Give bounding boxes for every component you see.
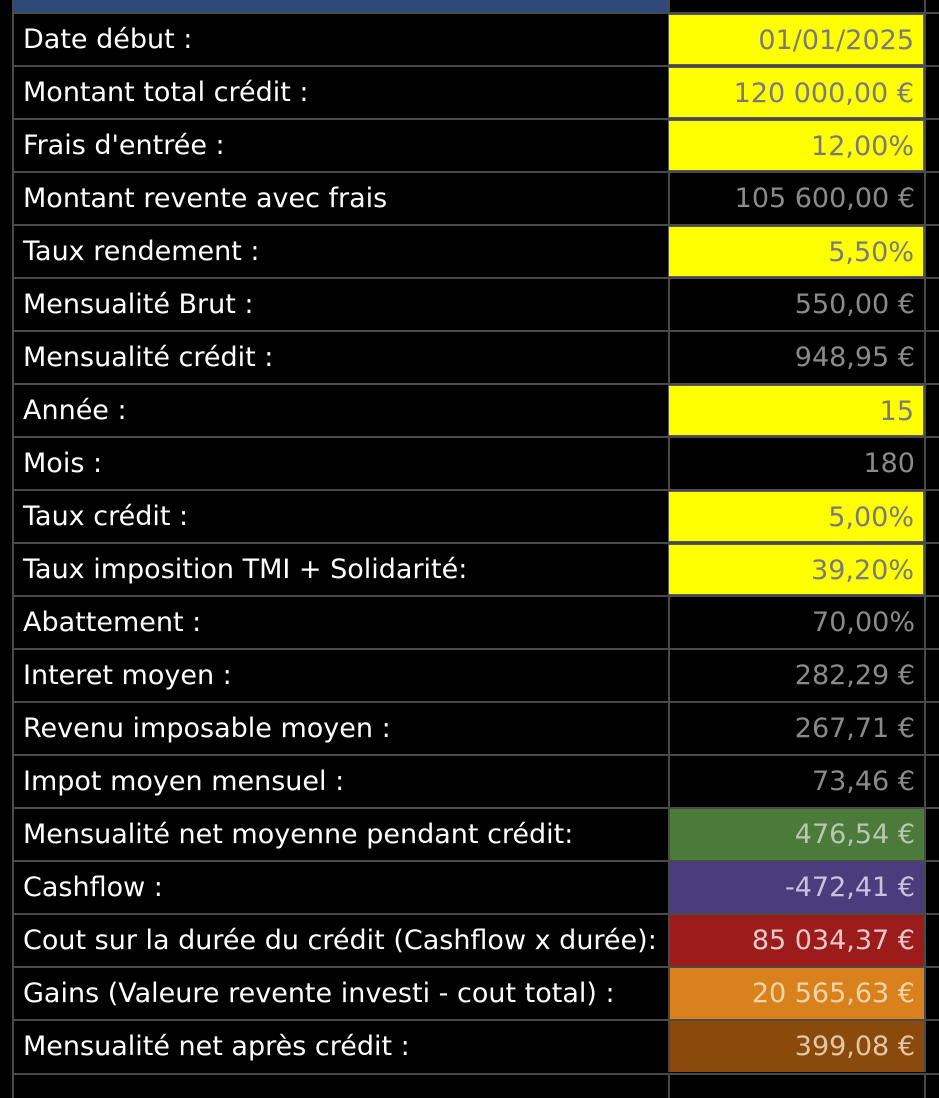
value-cell[interactable]: 85 034,37 € [668,915,924,966]
label-cell[interactable]: Interet moyen : [23,660,232,691]
table-row [14,383,939,436]
label-cell[interactable]: Année : [23,395,127,426]
table-row [14,913,939,966]
label-cell[interactable]: Cout sur la durée du crédit (Cashflow x durée): [23,925,657,956]
table-row [14,12,939,65]
selected-column-header [14,0,668,12]
edge-cell[interactable] [924,279,939,330]
label-cell[interactable]: Cashflow : [23,872,163,903]
value-cell[interactable]: 5,00% [668,491,924,542]
table-row [14,807,939,860]
label-cell[interactable]: Mensualité net après crédit : [23,1031,410,1062]
label-cell[interactable]: Taux imposition TMI + Solidarité: [23,554,468,585]
table-row [14,65,939,118]
label-cell[interactable]: Date début : [23,24,193,55]
edge-cell[interactable] [924,173,939,224]
table-row [14,754,939,807]
edge-cell[interactable] [924,544,939,595]
table-row [14,860,939,913]
table-row [14,542,939,595]
value-cell[interactable]: 39,20% [668,544,924,595]
label-cell[interactable]: Abattement : [23,607,202,638]
edge-cell[interactable] [924,14,939,65]
edge-cell[interactable] [924,597,939,648]
edge-cell[interactable] [924,120,939,171]
value-cell[interactable]: 282,29 € [668,650,924,701]
edge-cell[interactable] [924,332,939,383]
table-row [14,489,939,542]
label-cell[interactable]: Frais d'entrée : [23,130,225,161]
value-cell[interactable]: 267,71 € [668,703,924,754]
empty-edge-cell[interactable] [924,1075,939,1098]
edge-cell[interactable] [924,703,939,754]
label-cell[interactable]: Taux crédit : [23,501,189,532]
value-cell[interactable]: 20 565,63 € [668,968,924,1019]
edge-cell[interactable] [924,491,939,542]
edge-cell[interactable] [924,438,939,489]
label-cell[interactable]: Revenu imposable moyen : [23,713,391,744]
value-cell[interactable]: -472,41 € [668,862,924,913]
empty-row [14,1073,939,1098]
empty-value-cell[interactable] [668,1075,924,1098]
table-row [14,436,939,489]
table-row [14,648,939,701]
table-row [14,1019,939,1072]
label-cell[interactable]: Montant total crédit : [23,77,309,108]
value-cell[interactable]: 120 000,00 € [668,67,924,118]
edge-cell[interactable] [924,385,939,436]
table-row [14,171,939,224]
edge-cell[interactable] [924,756,939,807]
value-cell[interactable]: 948,95 € [668,332,924,383]
table-row [14,701,939,754]
label-cell[interactable]: Taux rendement : [23,236,260,267]
edge-cell[interactable] [924,226,939,277]
value-cell[interactable]: 73,46 € [668,756,924,807]
value-cell[interactable]: 5,50% [668,226,924,277]
row-header-column [0,0,14,1098]
value-cell[interactable]: 550,00 € [668,279,924,330]
table-row [14,595,939,648]
label-cell[interactable]: Mois : [23,448,103,479]
value-cell[interactable]: 105 600,00 € [668,173,924,224]
edge-cell[interactable] [924,915,939,966]
label-cell[interactable]: Impot moyen mensuel : [23,766,345,797]
right-column-top [924,0,939,12]
label-cell[interactable]: Mensualité net moyenne pendant crédit: [23,819,574,850]
table-row [14,224,939,277]
edge-cell[interactable] [924,650,939,701]
table-row [14,277,939,330]
value-cell[interactable]: 15 [668,385,924,436]
label-cell[interactable]: Montant revente avec frais [23,183,388,214]
label-cell[interactable]: Mensualité crédit : [23,342,274,373]
value-cell[interactable]: 476,54 € [668,809,924,860]
table-row [14,330,939,383]
value-cell[interactable]: 399,08 € [668,1021,924,1072]
edge-cell[interactable] [924,1021,939,1072]
edge-cell[interactable] [924,67,939,118]
value-column-top [668,0,924,12]
edge-cell[interactable] [924,862,939,913]
label-cell[interactable]: Gains (Valeure revente investi - cout total) : [23,978,615,1009]
label-cell[interactable]: Mensualité Brut : [23,289,254,320]
edge-cell[interactable] [924,968,939,1019]
edge-cell[interactable] [924,809,939,860]
value-cell[interactable]: 180 [668,438,924,489]
table-row [14,966,939,1019]
value-cell[interactable]: 70,00% [668,597,924,648]
empty-label-cell[interactable] [14,1075,668,1098]
value-cell[interactable]: 12,00% [668,120,924,171]
table-row [14,118,939,171]
value-cell[interactable]: 01/01/2025 [668,14,924,65]
